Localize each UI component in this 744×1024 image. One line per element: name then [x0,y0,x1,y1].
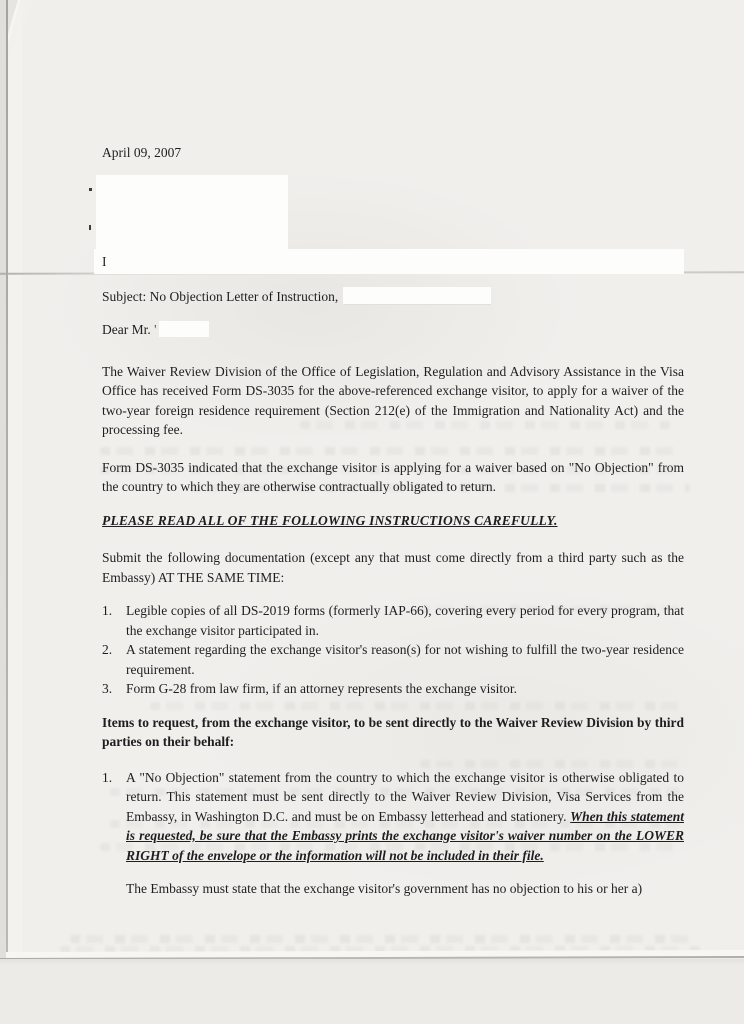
no-objection-statement-item [102,768,684,866]
no-objection-item-text: A "No Objection" statement from the country to which the exchange visitor is otherwise obligated to return. This statement must be sent directly to the Waiver Review Division, Visa Services from the Embassy, in Washington D.C. and must be on Embassy letterhead and stationery. [126,769,684,824]
redaction-box-subject [343,287,491,305]
redacted-address-block [102,175,684,274]
letter-content [102,143,684,899]
paragraph-waiver-received: The Waiver Review Division of the Office of Legislation, Regulation and Advisory Assistance in the Visa Office has received Form DS-3035 for the above-referenced exchange visitor, to apply for a waiver of the two-year foreign residence requirement (Section 212(e) of the Immigration and Nationality Act) and the processing fee. [102,363,684,437]
redaction-remnant-mark [89,225,91,230]
redaction-box-address [96,175,288,249]
underlying-sheet [0,959,744,1024]
no-objection-item-emphasis: When this statement is requested, be sure that the Embassy prints the exchange visitor's waiver number on the LOWER RIGHT of the envelope or the information will not be included in their file. [126,808,684,863]
letter-date: April 09, 2007 [102,145,182,160]
list-item-text [126,768,684,866]
paragraph-no-objection-basis: Form DS-3035 indicated that the exchange visitor is applying for a waiver based on "No Objection" from the country to which they are otherwise contractually obligated to return. [102,459,684,494]
redaction-box-name [159,321,209,337]
address-fragment: I [102,253,107,269]
submit-intro: Submit the following documentation (except any that must come directly from a third party such as the Embassy) AT THE SAME TIME: [102,550,684,585]
third-party-heading: Items to request, from the exchange visitor, to be sent directly to the Waiver Review Division by third parties on their behalf: [102,714,684,749]
list-item-statement [102,640,684,679]
greeting-line [102,320,684,340]
paper-corner-fold [8,0,38,62]
instructions-heading: PLEASE READ ALL OF THE FOLLOWING INSTRUCTIONS CAREFULLY. [102,512,558,528]
list-marker: 1. [102,603,113,618]
list-marker: 1. [102,769,113,785]
subject-label: Subject: No Objection Letter of Instruction, [102,288,339,304]
paper-left-edge-highlight [8,0,22,958]
bleedthrough-smudge [70,935,690,943]
redaction-bar-recipient [94,249,684,274]
closing-line: The Embassy must state that the exchange visitor's government has no objection to his or her a) [126,881,643,896]
list-item-text: Form G-28 from law firm, if an attorney represents the exchange visitor. [126,681,518,696]
list-item-g28 [102,679,684,699]
list-marker: 3. [102,681,113,696]
list-item-text: Legible copies of all DS-2019 forms (formerly IAP-66), covering every period for every program, that the exchange visitor participated in. [126,603,684,638]
redaction-remnant-apostrophe: ' [154,322,157,337]
greeting-text: Dear Mr. [102,322,151,337]
list-marker: 2. [102,642,113,657]
subject-line [102,287,684,307]
list-item-ds2019 [102,601,684,640]
redaction-remnant-mark [89,188,92,191]
list-item-text: A statement regarding the exchange visitor's reason(s) for not wishing to fulfill the two-year residence requirement. [126,642,684,677]
submit-documents-list [102,601,684,699]
